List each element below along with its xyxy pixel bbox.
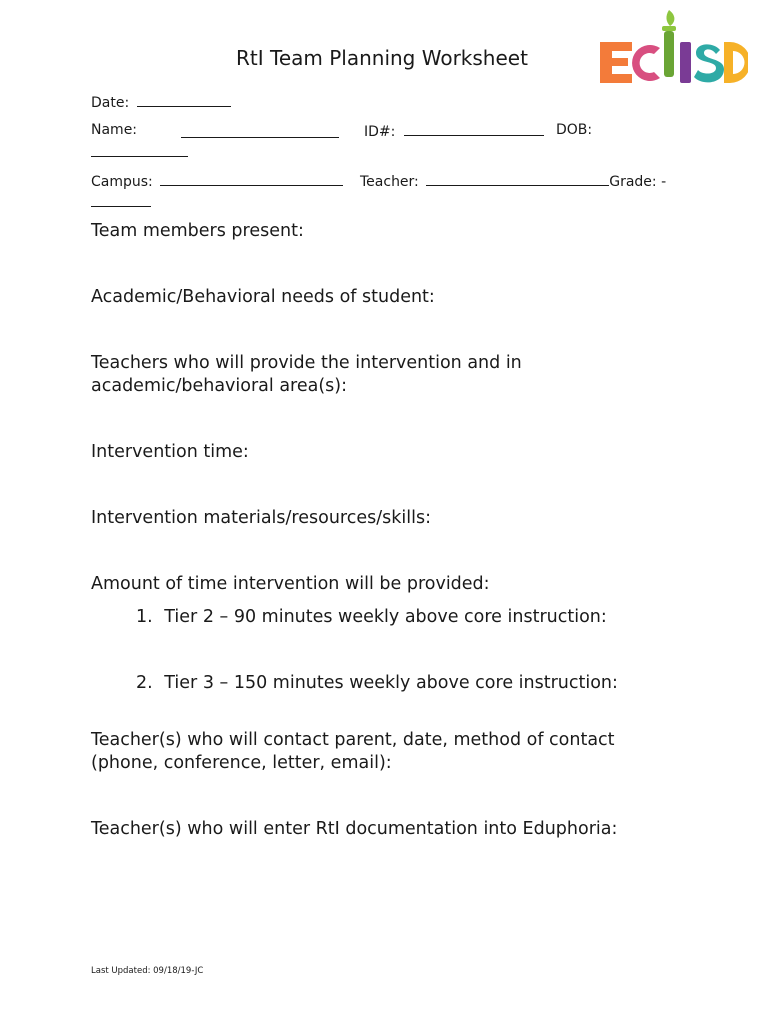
grade-field[interactable]: [91, 193, 151, 207]
enter-docs-heading: Teacher(s) who will enter RtI documentation into Eduphoria:: [91, 819, 618, 839]
name-label: Name:: [91, 122, 138, 138]
teacher-label: Teacher:: [360, 174, 419, 190]
tier-3-text: Tier 3 – 150 minutes weekly above core instruction:: [164, 673, 618, 693]
torch-icon: [662, 10, 676, 77]
ecisd-logo: [596, 6, 748, 88]
needs-heading: Academic/Behavioral needs of student:: [91, 287, 435, 307]
list-number: 2.: [136, 673, 153, 693]
amount-heading: Amount of time intervention will be provided:: [91, 574, 490, 594]
dob-field[interactable]: [91, 143, 188, 157]
id-label: ID#:: [364, 124, 396, 140]
contact-heading-line1: Teacher(s) who will contact parent, date, method of contact: [91, 730, 615, 750]
teacher-field[interactable]: [426, 172, 609, 186]
materials-heading: Intervention materials/resources/skills:: [91, 508, 431, 528]
last-updated: Last Updated: 09/18/19-JC: [91, 966, 204, 976]
date-row: [91, 93, 231, 111]
teachers-heading: [91, 352, 522, 398]
id-row: [364, 122, 544, 140]
campus-label: Campus:: [91, 174, 153, 190]
contact-heading: [91, 729, 615, 775]
teachers-heading-line1: Teachers who will provide the intervention and in: [91, 353, 522, 373]
list-number: 1.: [136, 607, 153, 627]
id-field[interactable]: [404, 122, 544, 136]
teacher-row: [360, 172, 666, 190]
tier-2-text: Tier 2 – 90 minutes weekly above core instruction:: [164, 607, 607, 627]
dob-label: DOB:: [556, 122, 593, 138]
date-field[interactable]: [137, 93, 231, 107]
date-label: Date:: [91, 95, 130, 111]
tier-3-item: [136, 672, 618, 695]
name-field[interactable]: [181, 124, 339, 138]
teachers-heading-line2: academic/behavioral area(s):: [91, 376, 348, 396]
intervention-time-heading: Intervention time:: [91, 442, 249, 462]
campus-field[interactable]: [160, 172, 343, 186]
grade-label: Grade: -: [609, 174, 667, 190]
campus-row: [91, 172, 343, 190]
tier-2-item: [136, 606, 607, 629]
contact-heading-line2: (phone, conference, letter, email):: [91, 753, 392, 773]
page-title: RtI Team Planning Worksheet: [236, 46, 528, 70]
team-members-heading: Team members present:: [91, 221, 304, 241]
